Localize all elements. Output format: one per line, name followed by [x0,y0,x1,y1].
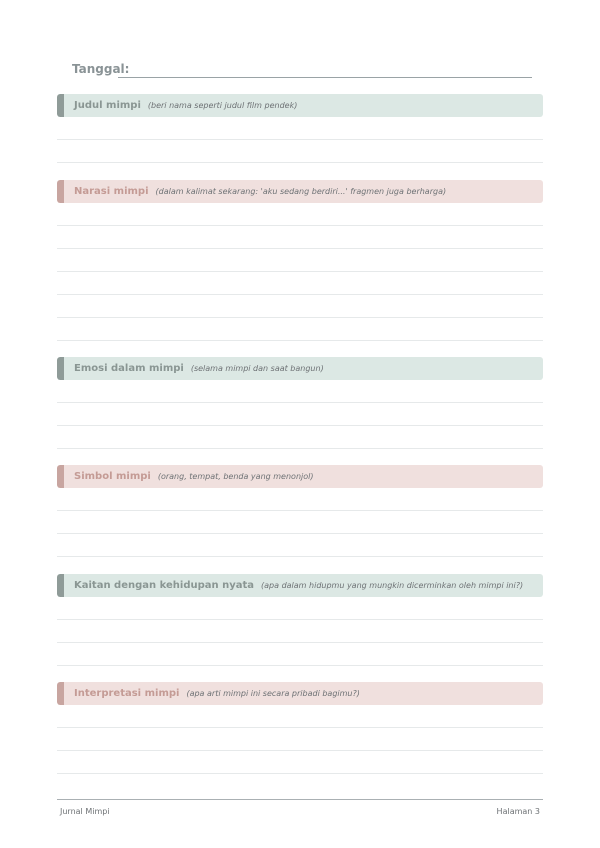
section-accent-bar [57,682,64,705]
section-title [57,94,543,163]
section-accent-bar [57,94,64,117]
writing-line[interactable] [57,203,543,226]
section-hint: (apa arti mimpi ini secara pribadi bagimu?) [186,689,360,698]
section-title-label: Kaitan dengan kehidupan nyata [74,580,255,591]
date-row [72,62,532,80]
section-header [57,180,543,203]
writing-line[interactable] [57,295,543,318]
date-label: Tanggal: [72,62,130,76]
section-accent-bar [57,465,64,488]
writing-line[interactable] [57,380,543,403]
writing-lines[interactable] [57,488,543,557]
writing-lines[interactable] [57,117,543,163]
writing-line[interactable] [57,620,543,643]
writing-line[interactable] [57,534,543,557]
section-hint: (apa dalam hidupmu yang mungkin dicerminkan oleh mimpi ini?) [261,581,524,590]
writing-line[interactable] [57,249,543,272]
writing-line[interactable] [57,140,543,163]
writing-line[interactable] [57,426,543,449]
writing-line[interactable] [57,318,543,341]
date-input-line[interactable] [118,77,532,78]
writing-line[interactable] [57,488,543,511]
footer-divider [57,799,543,800]
section-header [57,94,543,117]
writing-lines[interactable] [57,705,543,774]
writing-line[interactable] [57,403,543,426]
section-title-label: Interpretasi mimpi [74,688,180,699]
writing-line[interactable] [57,705,543,728]
section-symbols [57,465,543,557]
section-title-label: Emosi dalam mimpi [74,363,184,374]
section-hint: (orang, tempat, benda yang menonjol) [157,472,314,481]
section-title-label: Simbol mimpi [74,471,151,482]
section-title-label: Judul mimpi [74,100,141,111]
section-narrative [57,180,543,341]
footer-page-number: Halaman 3 [496,807,540,816]
section-header [57,357,543,380]
writing-lines[interactable] [57,203,543,341]
section-interpretation [57,682,543,774]
section-title-label: Narasi mimpi [74,186,149,197]
writing-line[interactable] [57,272,543,295]
section-header [57,574,543,597]
section-emotions [57,357,543,449]
writing-line[interactable] [57,117,543,140]
section-accent-bar [57,357,64,380]
footer-journal-name: Jurnal Mimpi [60,807,110,816]
writing-line[interactable] [57,728,543,751]
section-accent-bar [57,180,64,203]
section-hint: (dalam kalimat sekarang: 'aku sedang berdiri...' fragmen juga berharga) [155,187,447,196]
section-hint: (selama mimpi dan saat bangun) [190,364,324,373]
writing-line[interactable] [57,511,543,534]
writing-line[interactable] [57,226,543,249]
writing-line[interactable] [57,597,543,620]
writing-line[interactable] [57,643,543,666]
section-header [57,682,543,705]
writing-lines[interactable] [57,380,543,449]
writing-line[interactable] [57,751,543,774]
section-accent-bar [57,574,64,597]
section-hint: (beri nama seperti judul film pendek) [147,101,298,110]
section-header [57,465,543,488]
section-life-connection [57,574,543,666]
writing-lines[interactable] [57,597,543,666]
